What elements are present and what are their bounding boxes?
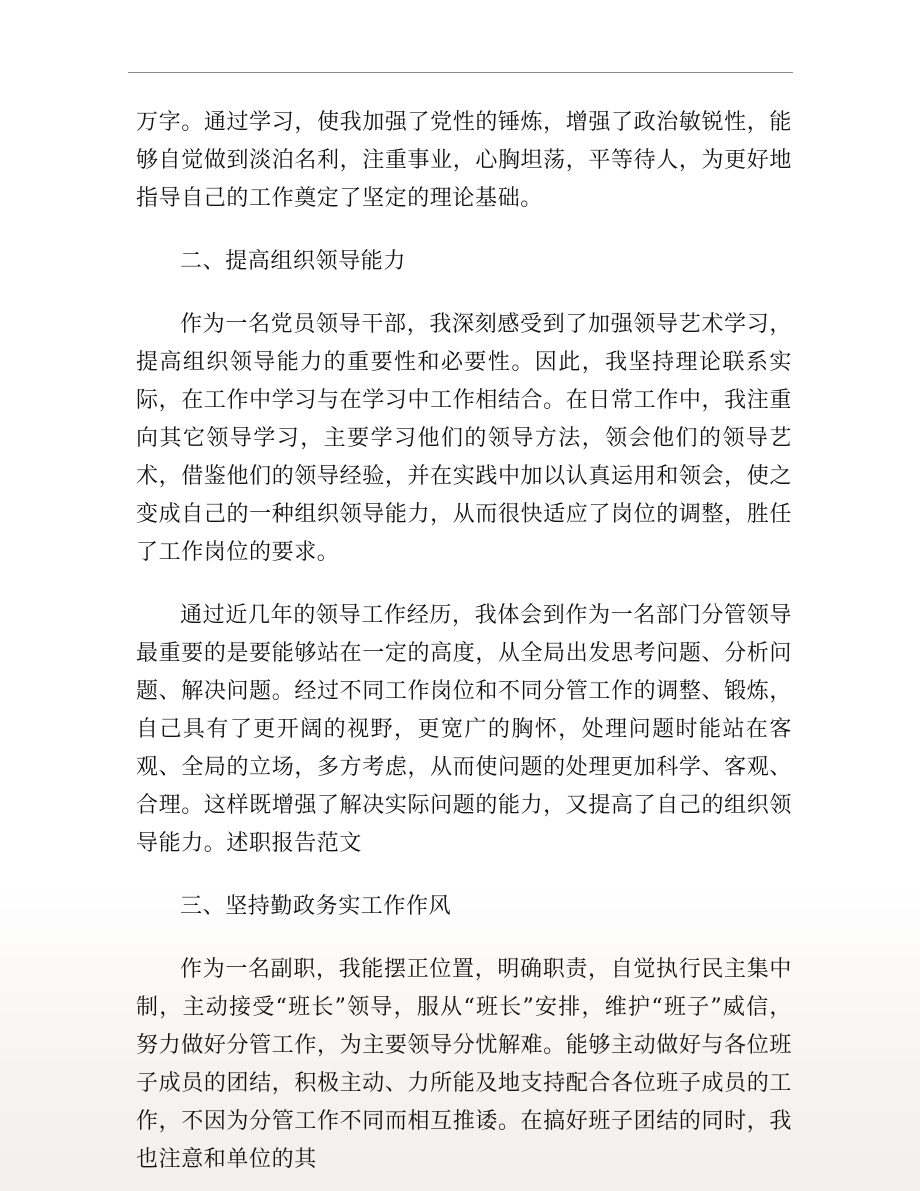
paragraph-intro-continued: 万字。通过学习，使我加强了党性的锤炼，增强了政治敏锐性，能够自觉做到淡泊名利，注重事业，心胸坦荡，平等待人，为更好地指导自己的工作奠定了坚定的理论基础。 [136, 110, 792, 211]
paragraph-deputy-role: 作为一名副职，我能摆正位置，明确职责，自觉执行民主集中制，主动接受“班长”领导，服从“班长”安排，维护“班子”威信，努力做好分管工作，为主要领导分忧解难。能够主动做好与各位班子成员的团结，积极主动、力所能及地支持配合各位班子成员的工作，不因为分管工作不同而相互推诿。在搞好班子团结的同时，我也注意和单位的其 [136, 957, 792, 1172]
paragraph-experience: 通过近几年的领导工作经历，我体会到作为一名部门分管领导最重要的是要能够站在一定的高度，从全局出发思考问题、分析问题、解决问题。经过不同工作岗位和不同分管工作的调整、锻炼，自己具有了更开阔的视野，更宽广的胸怀，处理问题时能站在客观、全局的立场，多方考虑，从而使问题的处理更加科学、客观、合理。这样既增强了解决实际问题的能力，又提高了自己的组织领导能力。述职报告范文 [136, 603, 792, 856]
section-heading-work-style: 三、坚持勤政务实工作作风 [180, 894, 452, 919]
header-divider [128, 72, 793, 73]
paragraph-gap [136, 281, 792, 306]
section-heading-leadership: 二、提高组织领导能力 [180, 249, 407, 274]
paragraph-leadership-art: 作为一名党员领导干部，我深刻感受到了加强领导艺术学习，提高组织领导能力的重要性和必要性。因此，我坚持理论联系实际，在工作中学习与在学习中工作相结合。在日常工作中，我注重向其它领导学习，主要学习他们的领导方法，领会他们的领导艺术，借鉴他们的领导经验，并在实践中加以认真运用和领会，使之变成自己的一种组织领导能力，从而很快适应了岗位的调整，胜任了工作岗位的要求。 [136, 312, 792, 565]
paragraph-gap [136, 572, 792, 597]
document-body [136, 104, 792, 1179]
paragraph-gap [136, 926, 792, 951]
paragraph-gap [136, 863, 792, 888]
paragraph-gap [136, 218, 792, 243]
